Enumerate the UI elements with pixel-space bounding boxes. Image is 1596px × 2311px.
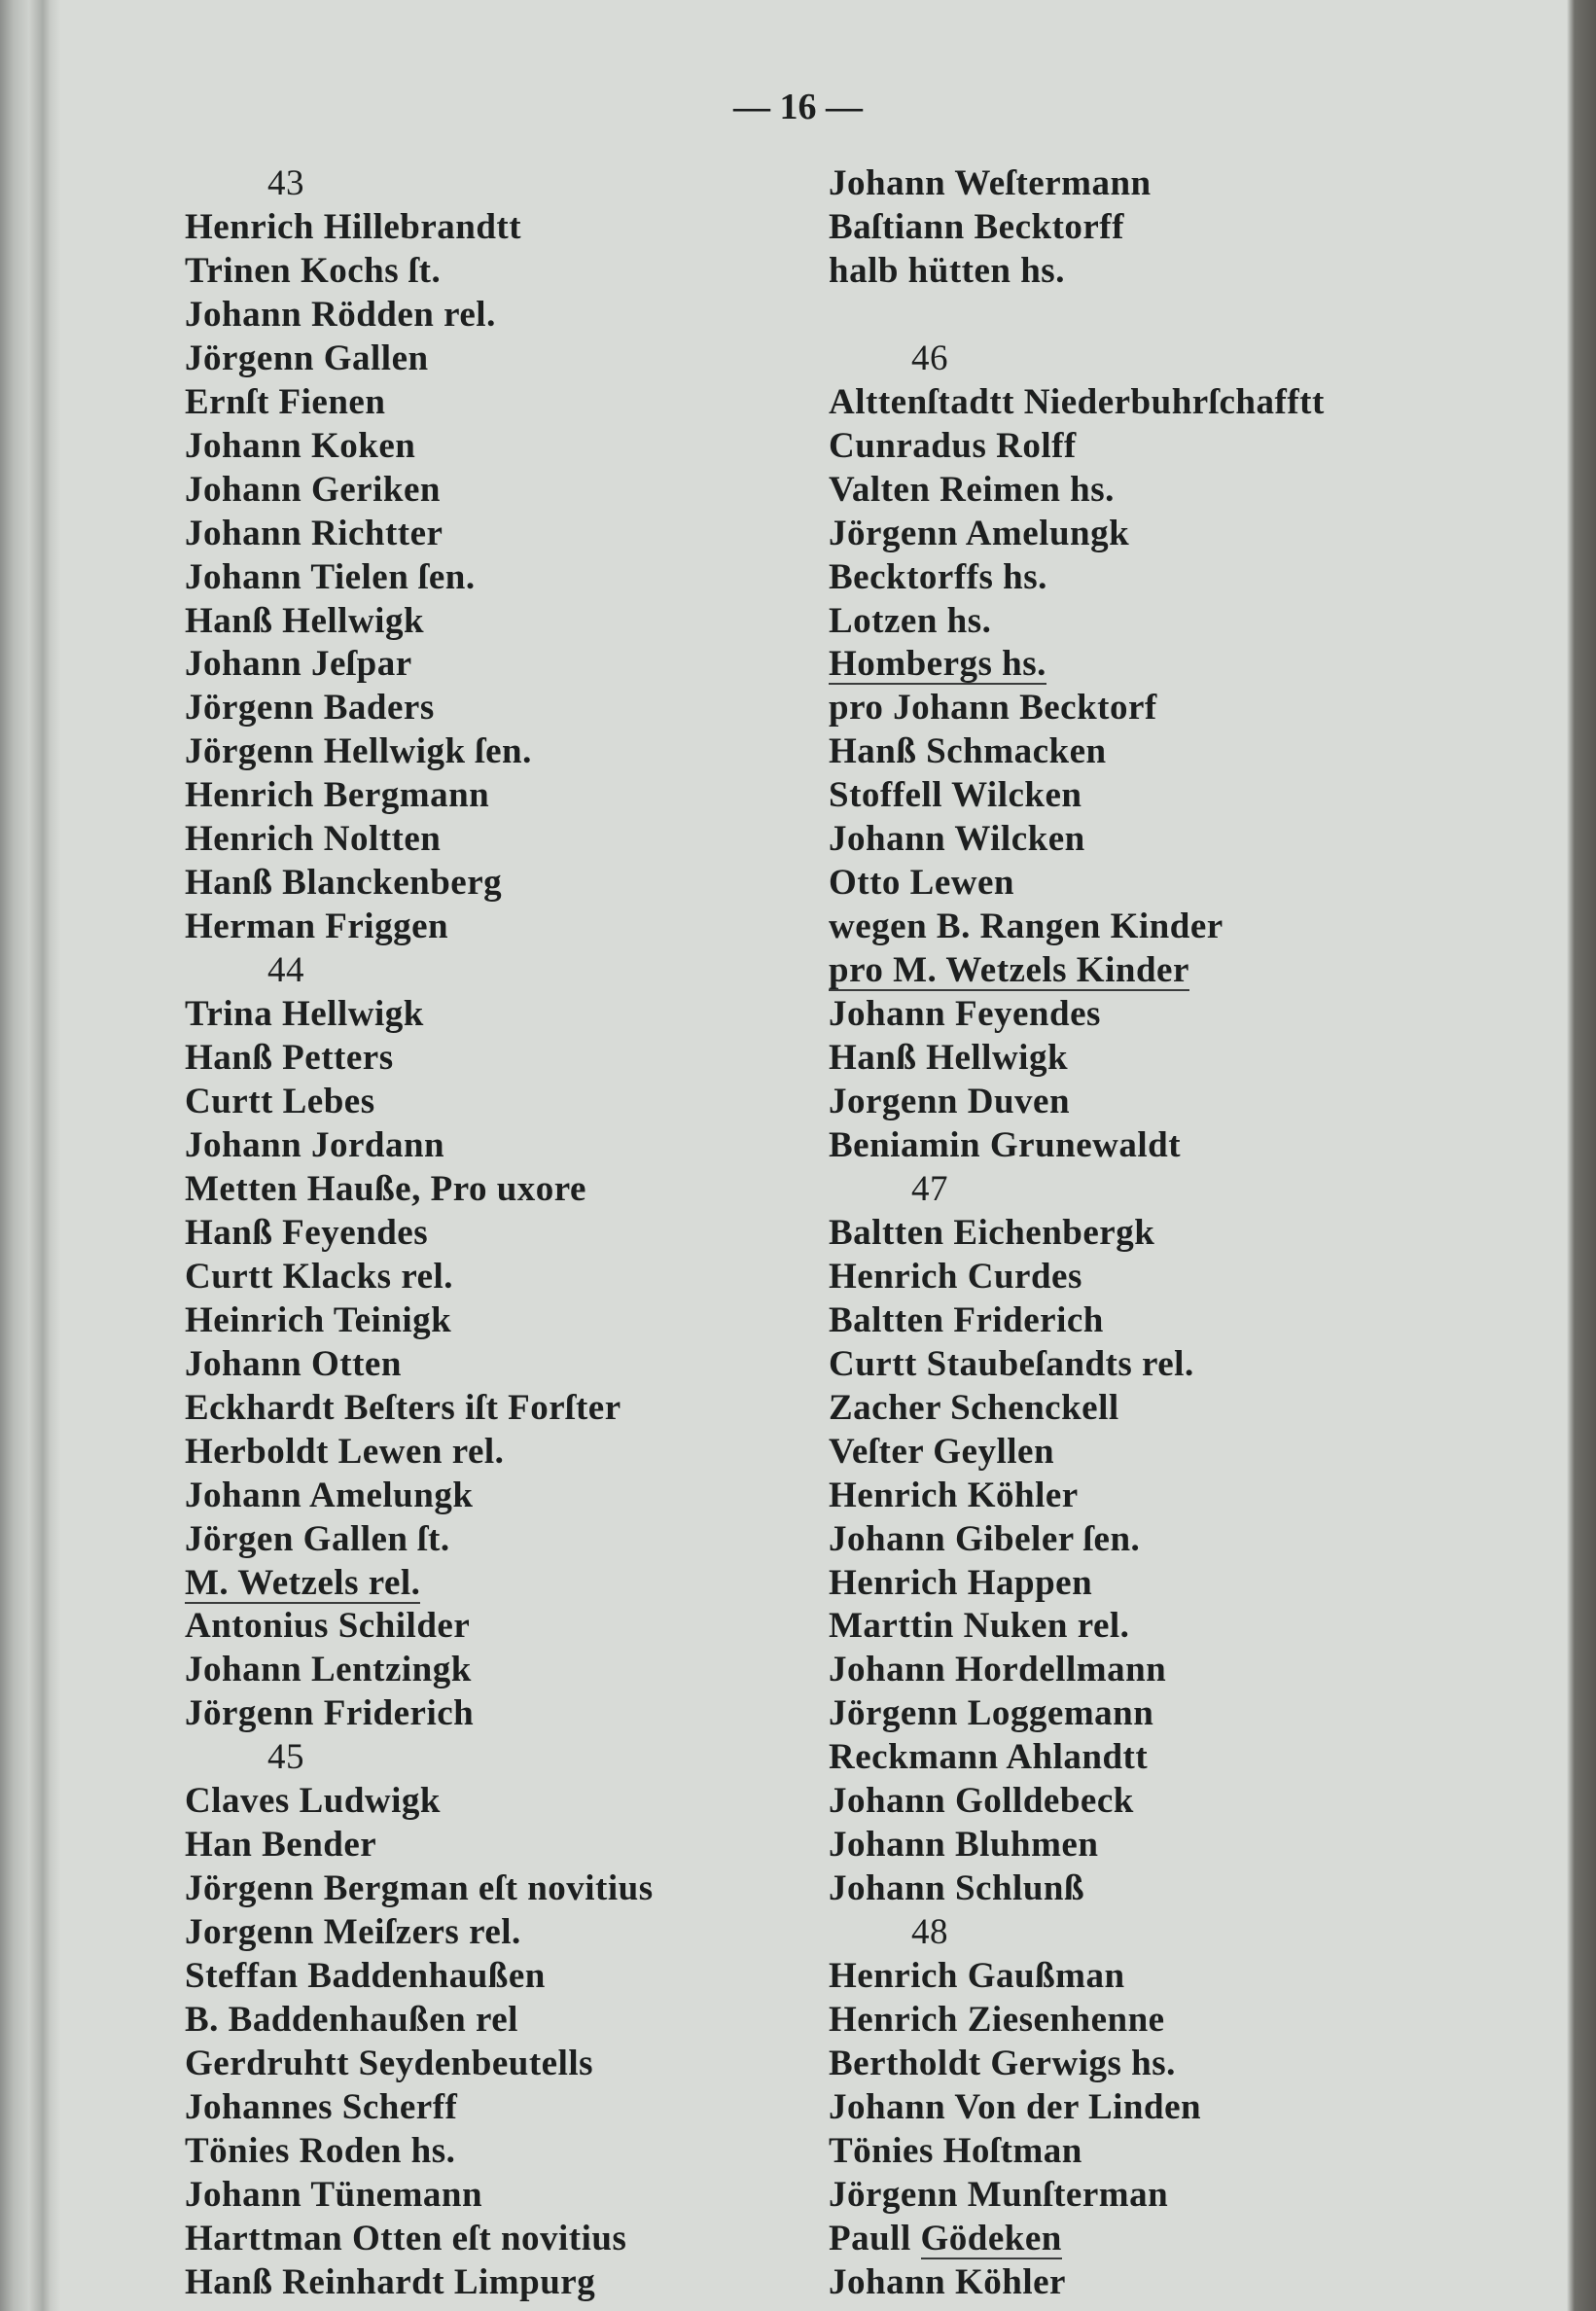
underlined-text: Hombergs hs.	[829, 644, 1046, 685]
entry-text: Hanß Petters	[185, 1038, 394, 1079]
name-entry	[829, 382, 1325, 423]
name-entry	[829, 163, 1325, 204]
name-entry	[829, 1868, 1325, 1909]
name-entry	[829, 1737, 1325, 1778]
name-entry	[829, 1475, 1325, 1516]
name-entry	[829, 1344, 1325, 1385]
entry-text: Hanß Hellwigk	[829, 1038, 1069, 1079]
entry-text: Johann Jordann	[185, 1124, 445, 1165]
name-entry	[829, 470, 1325, 511]
entry-text: Metten Hauße, Pro uxore	[185, 1168, 586, 1209]
name-entry	[829, 644, 1325, 685]
entry-text: Baltten Friderich	[829, 1299, 1104, 1340]
section-number	[829, 338, 1325, 379]
entry-text: Han Bender	[185, 1825, 377, 1866]
entry-text: Veſter Geyllen	[829, 1431, 1055, 1472]
entry-text: halb hütten hs.	[829, 250, 1065, 291]
entry-text: Johann Otten	[185, 1343, 402, 1384]
entry-text: Heinrich Teinigk	[185, 1299, 452, 1340]
entry-text: Lotzen hs.	[829, 600, 992, 641]
name-entry	[829, 601, 1325, 642]
name-entry	[829, 950, 1325, 991]
name-entry	[829, 426, 1325, 467]
entry-text: Trinen Kochs ſt.	[185, 250, 442, 291]
entry-text: Gerdruhtt Seydenbeutells	[185, 2043, 594, 2083]
name-entry	[185, 1825, 654, 1866]
name-entry	[185, 1388, 654, 1429]
entry-text: Jörgen Gallen ſt.	[185, 1518, 450, 1559]
entry-text: Henrich Bergmann	[185, 775, 490, 816]
book-binding-edge	[0, 0, 60, 2311]
name-entry	[829, 1563, 1325, 1604]
name-entry	[829, 2262, 1325, 2303]
section-number	[185, 163, 654, 204]
name-entry	[185, 601, 654, 642]
name-entry	[185, 1038, 654, 1079]
entry-text: pro Johann Becktorf	[829, 688, 1157, 729]
name-entry	[829, 207, 1325, 248]
entry-text: 47	[911, 1168, 948, 1209]
entry-text: Curtt Lebes	[185, 1082, 375, 1122]
entry-text: Johann Köhler	[829, 2261, 1066, 2302]
name-entry	[829, 1388, 1325, 1429]
entry-text: Tönies Roden hs.	[185, 2130, 456, 2171]
entry-text: Valten Reimen hs.	[829, 469, 1115, 510]
name-entry	[829, 1825, 1325, 1866]
entry-text: Ernſt Fienen	[185, 381, 386, 422]
entry-text: Johann Bluhmen	[829, 1825, 1099, 1866]
name-entry	[185, 1781, 654, 1822]
name-entry	[185, 1475, 654, 1516]
entry-text: Curtt Staubeſandts rel.	[829, 1343, 1194, 1384]
name-entry	[829, 819, 1325, 860]
name-entry	[185, 1213, 654, 1254]
name-entry	[185, 1519, 654, 1560]
name-entry	[185, 1956, 654, 1997]
name-entry	[829, 557, 1325, 598]
name-entry	[185, 1169, 654, 1210]
entry-text: Alttenſtadtt Niederbuhrſchafftt	[829, 381, 1325, 422]
name-entry	[185, 863, 654, 904]
name-entry	[829, 2044, 1325, 2084]
entry-text: Johann Richtter	[185, 513, 443, 553]
entry-text: Johann Gibeler ſen.	[829, 1518, 1141, 1559]
underlined-text: M. Wetzels rel.	[185, 1562, 421, 1603]
entry-text: Johann Schlunß	[829, 1868, 1085, 1909]
entry-text: Baſtiann Becktorff	[829, 206, 1124, 247]
entry-text: 44	[267, 950, 304, 991]
name-entry	[185, 1300, 654, 1341]
entry-text: Herman Friggen	[185, 907, 449, 947]
entry-text: Reckmann Ahlandtt	[829, 1737, 1149, 1778]
entry-text: Jörgenn Friderich	[185, 1693, 475, 1734]
name-entry	[185, 2219, 654, 2259]
name-entry	[185, 1125, 654, 1166]
entry-text: Johannes Scherff	[185, 2086, 458, 2127]
name-entry	[185, 688, 654, 729]
section-number	[829, 1169, 1325, 1210]
entry-text: Henrich Curdes	[829, 1256, 1082, 1297]
entry-text: Jorgenn Duven	[829, 1082, 1071, 1122]
entry-text: Henrich Noltten	[185, 819, 442, 860]
entry-text: Johann Tielen ſen.	[185, 556, 476, 597]
entry-text: Henrich Happen	[829, 1562, 1093, 1603]
entry-text: Jörgenn Hellwigk ſen.	[185, 731, 532, 772]
name-entry	[829, 2087, 1325, 2128]
entry-text: 45	[267, 1737, 304, 1778]
name-entry	[185, 2131, 654, 2172]
name-entry	[185, 1693, 654, 1734]
section-number	[185, 1737, 654, 1778]
entry-text: 48	[911, 1912, 948, 1953]
name-entry	[185, 2262, 654, 2303]
underlined-text: pro M. Wetzels Kinder	[829, 950, 1189, 991]
entry-text: Johann Rödden rel.	[185, 294, 496, 335]
name-entry	[829, 2131, 1325, 2172]
entry-text: Johann Wilcken	[829, 819, 1085, 860]
name-entry	[829, 1650, 1325, 1690]
name-entry	[185, 295, 654, 336]
entry-text: Hanß Reinhardt Limpurg	[185, 2261, 596, 2302]
name-entry	[829, 1519, 1325, 1560]
entry-text: Johann Weſtermann	[829, 163, 1152, 203]
entry-text: Johann Tünemann	[185, 2174, 483, 2215]
entry-text: Johann Jeſpar	[185, 644, 412, 685]
entry-text: Henrich Hillebrandtt	[185, 206, 522, 247]
page-number: — 16 —	[733, 87, 863, 127]
name-entry	[185, 382, 654, 423]
name-entry	[829, 1257, 1325, 1298]
right-column-list	[829, 163, 1325, 2303]
name-entry	[829, 907, 1325, 947]
name-entry	[185, 1432, 654, 1473]
entry-text: Becktorffs hs.	[829, 556, 1047, 597]
name-entry	[829, 251, 1325, 292]
name-entry	[185, 557, 654, 598]
entry-text: Paull	[829, 2218, 921, 2258]
name-entry	[185, 1344, 654, 1385]
name-entry	[185, 907, 654, 947]
entry-text: Cunradus Rolff	[829, 425, 1077, 466]
entry-text: Jörgenn Bergman eſt novitius	[185, 1868, 654, 1909]
entry-text: Johann Amelungk	[185, 1475, 474, 1515]
entry-text: wegen B. Rangen Kinder	[829, 907, 1224, 947]
left-column-list	[185, 163, 654, 2303]
entry-text: Baltten Eichenbergk	[829, 1212, 1155, 1253]
name-entry	[829, 775, 1325, 816]
page-right-edge	[1567, 0, 1596, 2311]
section-number	[829, 1912, 1325, 1953]
name-entry	[185, 1912, 654, 1953]
entry-text: Beniamin Grunewaldt	[829, 1124, 1182, 1165]
name-entry	[185, 426, 654, 467]
name-entry	[185, 731, 654, 772]
entry-text: Jörgenn Loggemann	[829, 1693, 1154, 1734]
name-entry	[829, 1693, 1325, 1734]
name-entry	[185, 2044, 654, 2084]
name-entry	[185, 1082, 654, 1122]
name-entry	[185, 514, 654, 554]
entry-text: Johann Geriken	[185, 469, 441, 510]
name-entry	[829, 1038, 1325, 1079]
entry-text: Johann Von der Linden	[829, 2086, 1202, 2127]
entry-text: Tönies Hoſtman	[829, 2130, 1082, 2171]
name-entry	[185, 644, 654, 685]
name-entry	[829, 1082, 1325, 1122]
name-entry	[185, 2000, 654, 2041]
entry-text: Curtt Klacks rel.	[185, 1256, 454, 1297]
name-entry	[829, 1125, 1325, 1166]
entry-text: Otto Lewen	[829, 863, 1014, 904]
entry-text: Johann Koken	[185, 425, 416, 466]
name-entry	[185, 1257, 654, 1298]
name-entry	[829, 1956, 1325, 1997]
entry-text: Harttman Otten eſt novitius	[185, 2218, 627, 2258]
entry-text: Henrich Ziesenhenne	[829, 2000, 1165, 2041]
name-entry	[185, 1868, 654, 1909]
section-number	[185, 950, 654, 991]
underlined-text: Gödeken	[920, 2218, 1062, 2258]
name-entry	[185, 338, 654, 379]
entry-text: Bertholdt Gerwigs hs.	[829, 2043, 1176, 2083]
name-entry	[829, 2175, 1325, 2216]
entry-text: Hanß Hellwigk	[185, 600, 425, 641]
name-entry	[185, 775, 654, 816]
entry-text: Jörgenn Baders	[185, 688, 435, 729]
entry-text: Johann Feyendes	[829, 994, 1101, 1035]
name-entry	[185, 1563, 654, 1604]
name-entry	[185, 819, 654, 860]
name-entry	[185, 207, 654, 248]
name-entry	[185, 2087, 654, 2128]
entry-text: Jörgenn Munſterman	[829, 2174, 1169, 2215]
name-entry	[185, 994, 654, 1035]
name-entry	[185, 1606, 654, 1647]
entry-text: Hanß Feyendes	[185, 1212, 429, 1253]
name-entry	[829, 1432, 1325, 1473]
entry-text: B. Baddenhaußen rel	[185, 2000, 518, 2041]
entry-text: Johann Hordellmann	[829, 1650, 1167, 1690]
entry-text: 46	[911, 338, 948, 378]
entry-text: Jörgenn Gallen	[185, 338, 429, 378]
entry-text: Stoffell Wilcken	[829, 775, 1082, 816]
entry-text: Jörgenn Amelungk	[829, 513, 1130, 553]
entry-text: Hanß Blanckenberg	[185, 863, 503, 904]
name-entry	[829, 731, 1325, 772]
name-entry	[829, 1606, 1325, 1647]
name-entry	[185, 470, 654, 511]
name-entry	[829, 1213, 1325, 1254]
entry-text: Steffan Baddenhaußen	[185, 1956, 546, 1997]
entry-text: Johann Lentzingk	[185, 1650, 472, 1690]
name-entry	[829, 514, 1325, 554]
entry-text: Antonius Schilder	[185, 1606, 471, 1647]
name-entry	[829, 2219, 1325, 2259]
name-entry	[829, 1300, 1325, 1341]
entry-text: Johann Golldebeck	[829, 1781, 1134, 1822]
entry-text: Trina Hellwigk	[185, 994, 424, 1035]
entry-text: Eckhardt Beſters iſt Forſter	[185, 1387, 621, 1428]
entry-text: Hanß Schmacken	[829, 731, 1107, 772]
name-entry	[829, 1781, 1325, 1822]
blank-line	[829, 295, 1325, 336]
entry-text: Claves Ludwigk	[185, 1781, 441, 1822]
entry-text: 43	[267, 163, 304, 203]
entry-text: Jorgenn Meiſzers rel.	[185, 1912, 521, 1953]
name-entry	[185, 251, 654, 292]
entry-text: Marttin Nuken rel.	[829, 1606, 1130, 1647]
entry-text: Zacher Schenckell	[829, 1387, 1119, 1428]
name-entry	[829, 994, 1325, 1035]
name-entry	[829, 688, 1325, 729]
entry-text: Henrich Köhler	[829, 1475, 1079, 1515]
name-entry	[185, 2175, 654, 2216]
name-entry	[829, 2000, 1325, 2041]
entry-text: Herboldt Lewen rel.	[185, 1431, 505, 1472]
name-entry	[185, 1650, 654, 1690]
entry-text: Henrich Gaußman	[829, 1956, 1125, 1997]
name-entry	[829, 863, 1325, 904]
